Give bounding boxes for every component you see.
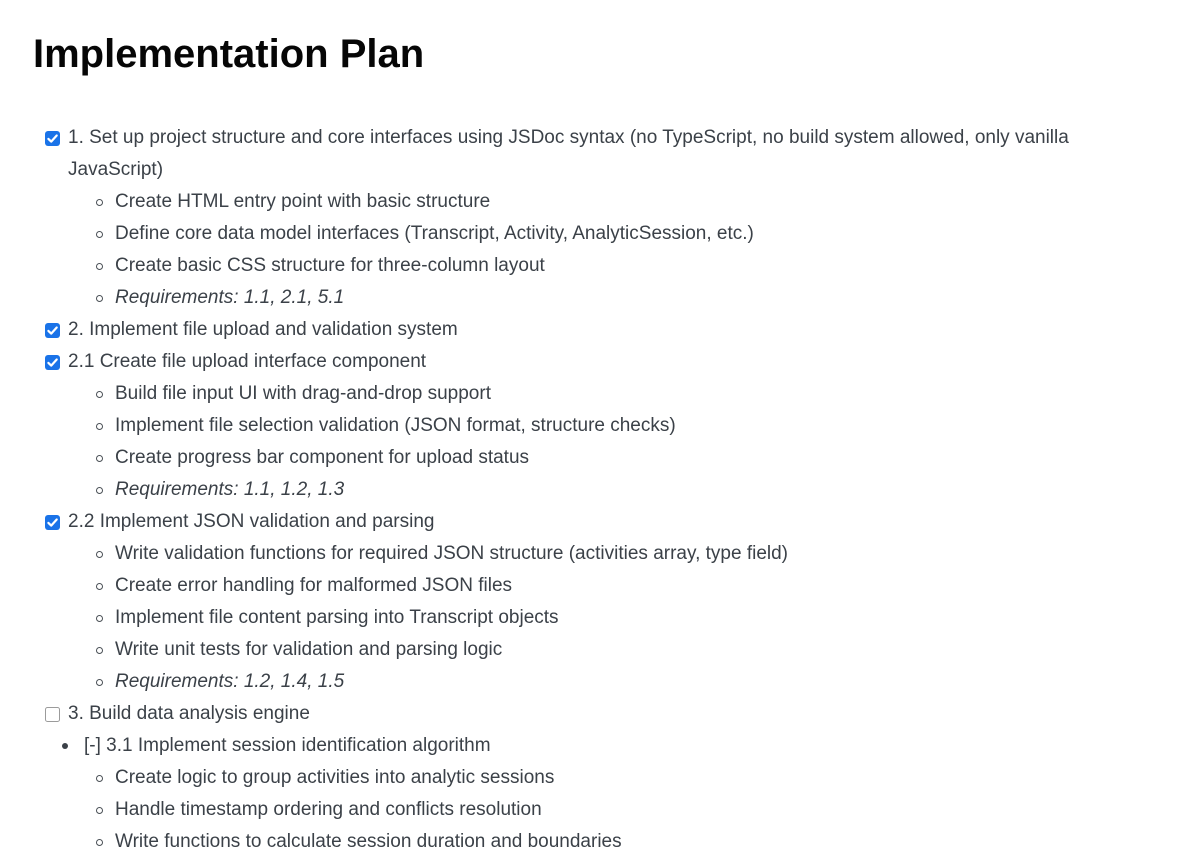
sub-task-item: [115, 378, 1078, 410]
checkmark-icon: [45, 515, 60, 530]
circle-bullet-icon: [96, 551, 103, 558]
sub-task-item: [115, 250, 1078, 282]
bullet-icon: [62, 743, 68, 749]
circle-bullet-icon: [96, 423, 103, 430]
circle-bullet-icon: [96, 807, 103, 814]
sub-task-item: [115, 602, 1078, 634]
sub-task-item: [115, 410, 1078, 442]
sub-task-label: Requirements: 1.1, 2.1, 5.1: [115, 287, 345, 308]
sub-task-label: Requirements: 1.2, 1.4, 1.5: [115, 671, 345, 692]
circle-bullet-icon: [96, 583, 103, 590]
task-label: [-] 3.1 Implement session identification algorithm: [84, 735, 491, 756]
checkmark-icon: [45, 323, 60, 338]
sub-task-list: [68, 186, 1078, 314]
sub-task-label: Requirements: 1.1, 1.2, 1.3: [115, 479, 345, 500]
task-item: [45, 506, 1078, 698]
sub-task-item: [115, 570, 1078, 602]
sub-task-label: Write functions to calculate session duration and boundaries: [115, 831, 622, 847]
task-item: [45, 122, 1078, 314]
sub-task-item: [115, 218, 1078, 250]
circle-bullet-icon: [96, 455, 103, 462]
sub-task-label: Define core data model interfaces (Transcript, Activity, AnalyticSession, etc.): [115, 223, 754, 244]
task-item: [45, 346, 1078, 506]
sub-task-label: Build file input UI with drag-and-drop support: [115, 383, 491, 404]
sub-task-label: Create logic to group activities into analytic sessions: [115, 767, 555, 788]
circle-bullet-icon: [96, 295, 103, 302]
sub-task-item: [115, 826, 1078, 847]
task-item: [45, 314, 1078, 346]
sub-task-item: [115, 634, 1078, 666]
task-label: 2.2 Implement JSON validation and parsing: [68, 511, 435, 532]
checkbox-checked[interactable]: [45, 323, 60, 338]
sub-task-label: Handle timestamp ordering and conflicts resolution: [115, 799, 542, 820]
sub-task-label: Implement file content parsing into Transcript objects: [115, 607, 559, 628]
checkmark-icon: [45, 355, 60, 370]
sub-task-label: Create HTML entry point with basic structure: [115, 191, 491, 212]
circle-bullet-icon: [96, 615, 103, 622]
circle-bullet-icon: [96, 487, 103, 494]
task-label: 2. Implement file upload and validation system: [68, 319, 458, 340]
sub-task-item: [115, 186, 1078, 218]
sub-task-list: [84, 762, 1078, 847]
sub-task-item: [115, 538, 1078, 570]
checkbox-unchecked[interactable]: [45, 707, 60, 722]
sub-task-item: [115, 474, 1078, 506]
sub-task-label: Create basic CSS structure for three-column layout: [115, 255, 545, 276]
task-label: 2.1 Create file upload interface component: [68, 351, 427, 372]
checkbox-checked[interactable]: [45, 515, 60, 530]
circle-bullet-icon: [96, 775, 103, 782]
sub-task-label: Write validation functions for required JSON structure (activities array, type field): [115, 543, 788, 564]
checkbox-checked[interactable]: [45, 355, 60, 370]
checkmark-icon: [45, 131, 60, 146]
checkbox-checked[interactable]: [45, 131, 60, 146]
circle-bullet-icon: [96, 839, 103, 846]
circle-bullet-icon: [96, 263, 103, 270]
task-item: [45, 730, 1078, 847]
sub-task-item: [115, 282, 1078, 314]
sub-task-label: Write unit tests for validation and parsing logic: [115, 639, 503, 660]
circle-bullet-icon: [96, 231, 103, 238]
task-list: [33, 122, 1078, 847]
sub-task-item: [115, 794, 1078, 826]
sub-task-label: Create progress bar component for upload status: [115, 447, 530, 468]
sub-task-item: [115, 762, 1078, 794]
circle-bullet-icon: [96, 679, 103, 686]
circle-bullet-icon: [96, 391, 103, 398]
task-item: [45, 698, 1078, 730]
sub-task-label: Create error handling for malformed JSON files: [115, 575, 513, 596]
circle-bullet-icon: [96, 647, 103, 654]
task-label: 1. Set up project structure and core interfaces using JSDoc syntax (no TypeScript, no build system allowed, only vanilla JavaScript): [68, 127, 1069, 180]
sub-task-item: [115, 442, 1078, 474]
sub-task-list: [68, 538, 1078, 698]
task-label: 3. Build data analysis engine: [68, 703, 310, 724]
circle-bullet-icon: [96, 199, 103, 206]
sub-task-label: Implement file selection validation (JSON format, structure checks): [115, 415, 676, 436]
page-title: Implementation Plan: [33, 32, 425, 76]
sub-task-list: [68, 378, 1078, 506]
sub-task-item: [115, 666, 1078, 698]
